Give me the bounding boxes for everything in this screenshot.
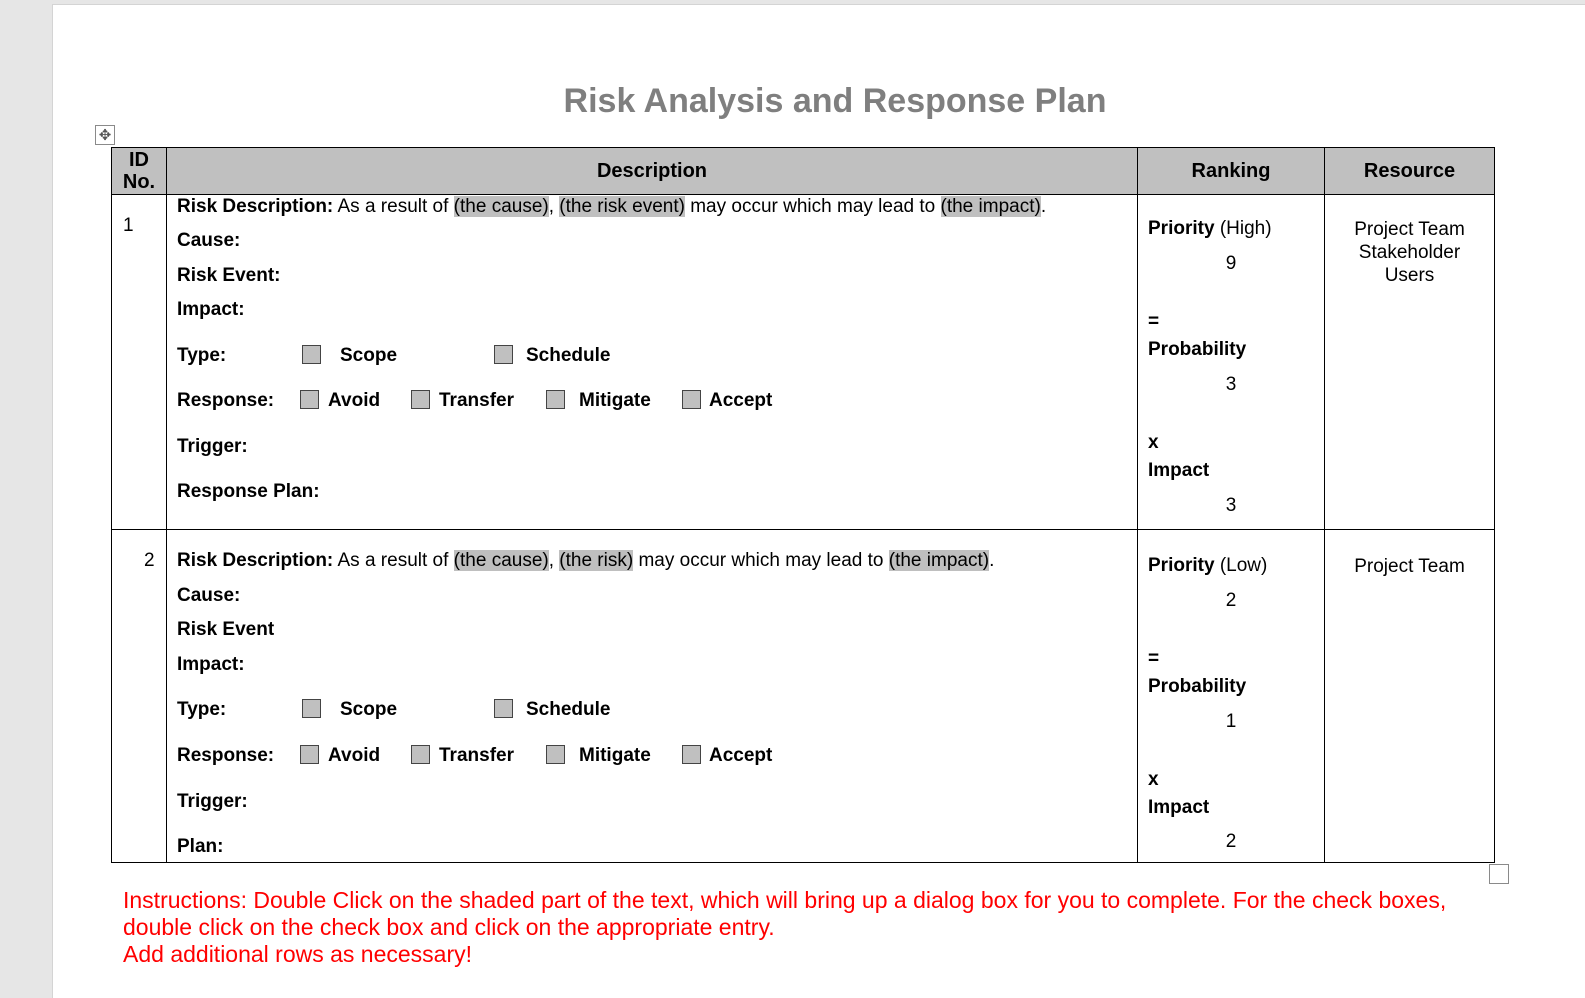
resource-item: Project Team [1354,556,1465,577]
static-text: may occur which may lead to [638,550,884,571]
accept-label: Accept [709,390,773,411]
scope-label: Scope [340,699,398,720]
avoid-label: Avoid [328,745,381,766]
table-row [112,530,1495,863]
response-label: Response: [177,745,275,766]
response-plan-label: Response Plan: [177,481,320,502]
static-text: may occur which may lead to [690,196,936,217]
header-resource: Resource [1325,148,1495,195]
header-description: Description [167,148,1138,195]
risk-description-label: Risk Description: [177,196,334,217]
mitigate-checkbox[interactable] [546,745,565,764]
table-header-row [112,148,1495,195]
cause-label: Cause: [177,585,241,606]
impact-rank-label: Impact [1148,460,1210,481]
avoid-label: Avoid [328,390,381,411]
resource-item: Project Team [1354,219,1465,240]
row-id: 1 [123,215,134,236]
risk-form-field[interactable]: (the risk) [559,550,634,571]
resource-cell [1325,195,1495,530]
instructions-line: Add additional rows as necessary! [123,941,473,967]
static-text: . [989,550,995,571]
type-label: Type: [177,699,227,720]
table-row [112,195,1495,530]
instructions-text [123,887,1523,968]
impact-rank-label: Impact [1148,797,1210,818]
risk-event-label: Risk Event [177,619,275,640]
ranking-cell [1138,530,1325,863]
static-text: As a result of [337,196,449,217]
description-cell [167,530,1138,863]
static-text: , [548,550,554,571]
type-label: Type: [177,345,227,366]
scope-checkbox[interactable] [302,699,321,718]
risk-description-line [177,550,994,572]
instructions-line: double click on the check box and click on the appropriate entry. [123,914,775,940]
impact-value[interactable]: 3 [1225,495,1237,516]
mitigate-label: Mitigate [579,745,651,766]
probability-label: Probability [1148,339,1247,360]
mitigate-checkbox[interactable] [546,390,565,409]
mitigate-label: Mitigate [579,390,651,411]
probability-value[interactable]: 3 [1225,374,1237,395]
schedule-label: Schedule [526,699,611,720]
accept-checkbox[interactable] [682,390,701,409]
static-text: , [548,196,554,217]
table-resize-icon[interactable] [1489,864,1509,884]
id-cell [112,195,167,530]
risk-description-label: Risk Description: [177,550,334,571]
transfer-label: Transfer [439,745,514,766]
cause-label: Cause: [177,230,241,251]
cause-form-field[interactable]: (the cause) [453,196,549,217]
risk-event-label: Risk Event: [177,265,281,286]
description-cell [167,195,1138,530]
transfer-checkbox[interactable] [411,745,430,764]
priority-value: 2 [1225,590,1237,611]
page-title: Risk Analysis and Response Plan [563,82,1107,120]
header-id [112,148,167,195]
avoid-checkbox[interactable] [300,390,319,409]
impact-form-field[interactable]: (the impact) [940,196,1041,217]
impact-label: Impact: [177,654,245,675]
accept-label: Accept [709,745,773,766]
instructions-line: Instructions: Double Click on the shaded part of the text, which will bring up a dialog box for you to complete. For the check boxes, [123,887,1447,913]
impact-form-field[interactable]: (the impact) [888,550,990,571]
priority-label: Priority [1148,555,1215,576]
resource-cell [1325,530,1495,863]
priority-level[interactable]: (Low) [1219,555,1268,576]
trigger-label: Trigger: [177,791,248,812]
header-id-line1: ID [129,149,149,171]
equals-sign: = [1148,648,1160,669]
scope-checkbox[interactable] [302,345,321,364]
equals-sign: = [1148,311,1160,332]
response-label: Response: [177,390,275,411]
times-sign: x [1148,432,1159,453]
cause-form-field[interactable]: (the cause) [453,550,549,571]
schedule-checkbox[interactable] [494,699,513,718]
risk-description-line [177,196,1046,218]
trigger-label: Trigger: [177,436,248,457]
risk-table [111,147,1495,863]
priority-level[interactable]: (High) [1219,218,1272,239]
header-id-line2: No. [122,171,156,193]
impact-value[interactable]: 2 [1225,831,1237,852]
header-ranking: Ranking [1138,148,1325,195]
risk-event-form-field[interactable]: (the risk event) [559,196,685,217]
times-sign: x [1148,769,1159,790]
accept-checkbox[interactable] [682,745,701,764]
static-text: . [1040,196,1047,217]
priority-line [1148,555,1267,577]
resource-item: Users [1384,265,1435,286]
ranking-cell [1138,195,1325,530]
plan-label: Plan: [177,836,224,857]
priority-value: 9 [1225,253,1237,274]
row-id: 2 [144,550,155,571]
static-text: As a result of [337,550,449,571]
impact-label: Impact: [177,299,245,320]
avoid-checkbox[interactable] [300,745,319,764]
schedule-label: Schedule [526,345,611,366]
resource-item: Stakeholder [1358,242,1461,263]
priority-label: Priority [1148,218,1215,239]
priority-line [1148,218,1272,240]
schedule-checkbox[interactable] [494,345,513,364]
transfer-label: Transfer [439,390,514,411]
scope-label: Scope [340,345,398,366]
probability-value[interactable]: 1 [1225,711,1237,732]
table-move-icon[interactable]: ✥ [95,125,115,145]
id-cell [112,530,167,863]
transfer-checkbox[interactable] [411,390,430,409]
probability-label: Probability [1148,676,1247,697]
